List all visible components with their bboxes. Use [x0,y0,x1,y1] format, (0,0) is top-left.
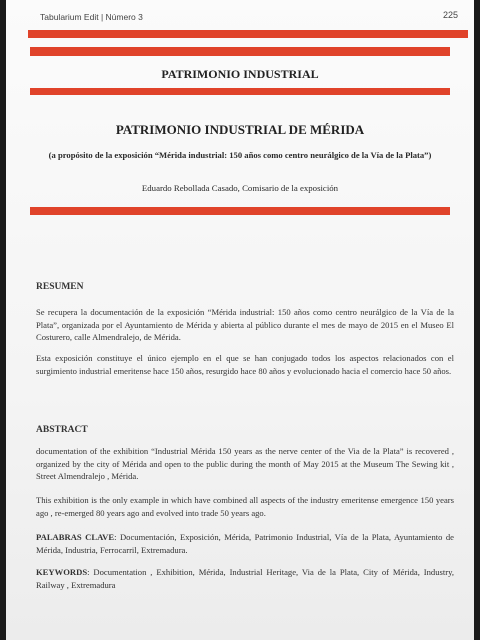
page-number: 225 [442,10,458,20]
running-header [40,10,458,24]
keywords-en-text: : Documentation , Exhibition, Mérida, Industrial Heritage, Via de la Plata, City of Mérida, Industry, Railway , Extremadura [36,567,454,590]
section-title: PATRIMONIO INDUSTRIAL [161,67,319,81]
article-title: PATRIMONIO INDUSTRIAL DE MÉRIDA [115,122,365,137]
section-rule-bottom [30,88,450,95]
keywords-en [36,566,454,591]
abstract-heading: ABSTRACT [36,425,88,435]
title-rule [30,207,450,215]
abstract-paragraph-2: This exhibition is the only example in which have combined all aspects of the industry emeritense emergence 150 years ago , re-emerged 80 years ago and evolved into trade 50 years ago. [36,495,454,518]
document-page [6,0,474,640]
resumen-heading: RESUMEN [36,282,84,292]
resumen-paragraph-2: Esta exposición constituye el único ejemplo en el que se han conjugado todos los aspectos relacionados con el surgimiento industrial emeritense hace 150 años, resurgido hace 80 años y evolucionado hacia el comercio hace 50 años. [36,353,454,376]
keywords-en-label: KEYWORDS [36,567,88,577]
article-author: Eduardo Rebollada Casado, Comisario de la exposición [141,183,339,193]
keywords-es [36,531,454,556]
keywords-es-text: : Documentación, Exposición, Mérida, Patrimonio Industrial, Vía de la Plata, Ayuntamiento de Mérida, Industria, Ferrocarril, Extremadura. [36,532,454,555]
abstract-paragraph-1: documentation of the exhibition “Industrial Mérida 150 years as the nerve center of the Via de la Plata” is recovered , organized by the city of Mérida and open to the public during the month of May 2015 at the Museum The Sewing kit , Street Almendralejo , Mérida. [36,446,454,482]
resumen-paragraph-1: Se recupera la documentación de la exposición “Mérida industrial: 150 años como centro neurálgico de la Vía de la Plata”, organizada por el Ayuntamiento de Mérida y abierta al público durante el mes de mayo de 2015 en el Museo El Costurero, calle Almendralejo, de Mérida. [36,307,454,343]
article-subtitle: (a propósito de la exposición “Mérida industrial: 150 años como centro neurálgico de la Vía de la Plata”) [48,150,432,160]
journal-name: Tabularium Edit | Número 3 [40,12,143,22]
section-rule-top [30,47,450,56]
header-rule [28,30,468,38]
keywords-es-label: PALABRAS CLAVE [36,532,115,542]
